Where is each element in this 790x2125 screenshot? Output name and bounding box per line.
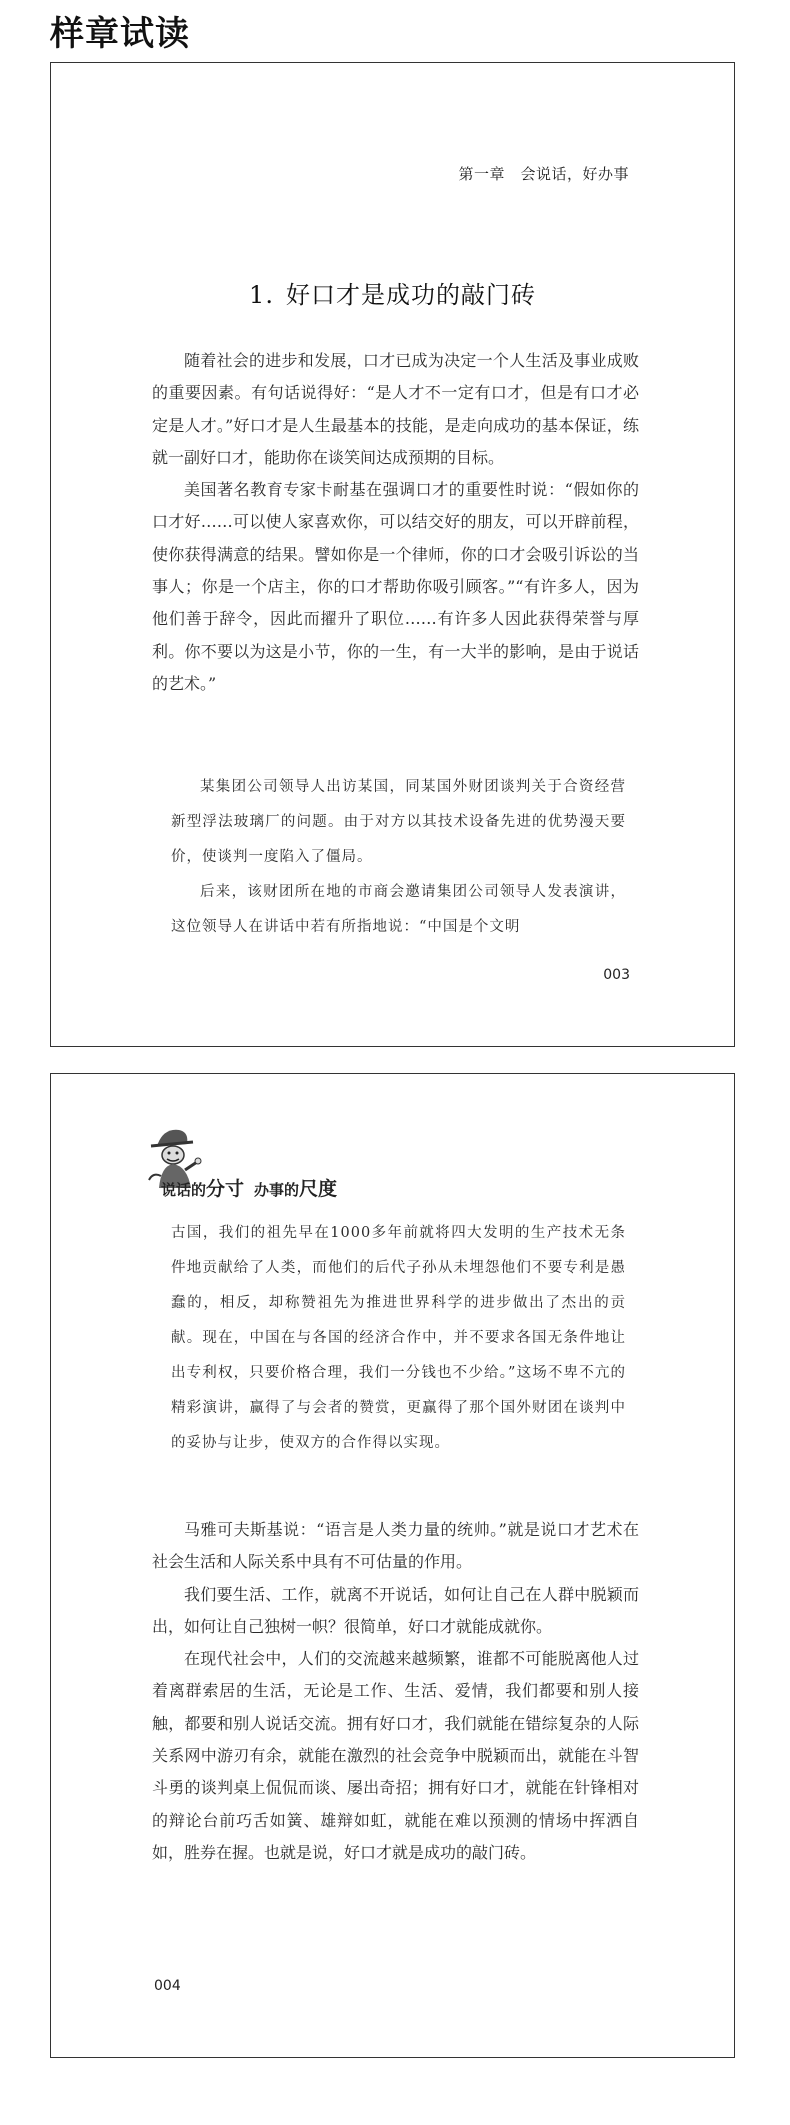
quoted-case-text <box>171 1216 626 1461</box>
paragraph: 我们要生活、工作，就离不开说话，如何让自己在人群中脱颖而出，如何让自己独树一帜？很简单，好口才就能成就你。 <box>152 1584 639 1636</box>
paragraph: 在现代社会中，人们的交流越来越频繁，谁都不可能脱离他人过着离群索居的生活，无论是工作、生活、爱情，我们都要和别人接触，都要和别人说话交流。拥有好口才，我们就能在错综复杂的人际关系网中游刃有余，就能在激烈的社会竞争中脱颖而出，就能在斗智斗勇的谈判桌上侃侃而谈、屡出奇招；拥有好口才，就能在针锋相对的辩论台前巧舌如簧、雄辩如虹，就能在难以预测的情场中挥洒自如，胜券在握。也就是说，好口才就是成功的敲门砖。 <box>152 1649 639 1862</box>
page-number: 004 <box>154 1978 181 1994</box>
paragraph: 古国，我们的祖先早在1000多年前就将四大发明的生产技术无条件地贡献给了人类，而他们的后代子孙从未埋怨他们不要专利是愚蠢的，相反，却称赞祖先为推进世界科学的进步做出了杰出的贡献。现在，中国在与各国的经济合作中，并不要求各国无条件地让出专利权，只要价格合理，我们一分钱也不少给。”这场不卑不亢的精彩演讲，赢得了与会者的赞赏，更赢得了那个国外财团在谈判中的妥协与让步，使双方的合作得以实现。 <box>171 1225 626 1451</box>
body-text <box>152 1514 639 1869</box>
section-title-text: 好口才是成功的敲门砖 <box>285 281 536 309</box>
logo-part: 说话的 <box>161 1181 207 1199</box>
logo-part: 办事的 <box>254 1181 300 1199</box>
section-title <box>51 275 734 310</box>
body-text <box>152 345 639 700</box>
paragraph: 后来，该财团所在地的市商会邀请集团公司领导人发表演讲，这位领导人在讲话中若有所指地说：“中国是个文明 <box>171 884 626 935</box>
paragraph: 美国著名教育专家卡耐基在强调口才的重要性时说：“假如你的口才好……可以使人家喜欢你，可以结交好的朋友，可以开辟前程，使你获得满意的结果。譬如你是一个律师，你的口才会吸引诉讼的当事人；你是一个店主，你的口才帮助你吸引顾客。”“有许多人，因为他们善于辞令，因此而擢升了职位……有许多人因此获得荣誉与厚利。你不要以为这是小节，你的一生，有一大半的影响，是由于说话的艺术。” <box>152 480 639 693</box>
paragraph: 马雅可夫斯基说：“语言是人类力量的统帅。”就是说口才艺术在社会生活和人际关系中具有不可估量的作用。 <box>152 1520 639 1572</box>
sample-reading-title: 样章试读 <box>50 14 190 54</box>
paragraph: 某集团公司领导人出访某国，同某国外财团谈判关于合资经营新型浮法玻璃厂的问题。由于对方以其技术设备先进的优势漫天要价，使谈判一度陷入了僵局。 <box>171 779 626 865</box>
book-page-1 <box>50 62 735 1047</box>
book-page-2 <box>50 1073 735 2058</box>
running-head: 第一章 会说话，好办事 <box>458 165 629 183</box>
paragraph: 随着社会的进步和发展，口才已成为决定一个人生活及事业成败的重要因素。有句话说得好：“是人才不一定有口才，但是有口才必定是人才。”好口才是人生最基本的技能，是走向成功的基本保证，练就一副好口才，能助你在谈笑间达成预期的目标。 <box>152 351 639 467</box>
quoted-case-text <box>171 770 626 945</box>
series-logo-text <box>161 1174 337 1201</box>
logo-part: 尺度 <box>299 1178 338 1200</box>
logo-part: 分寸 <box>206 1178 245 1200</box>
section-number: 1. <box>249 281 274 309</box>
page-number: 003 <box>603 967 630 983</box>
